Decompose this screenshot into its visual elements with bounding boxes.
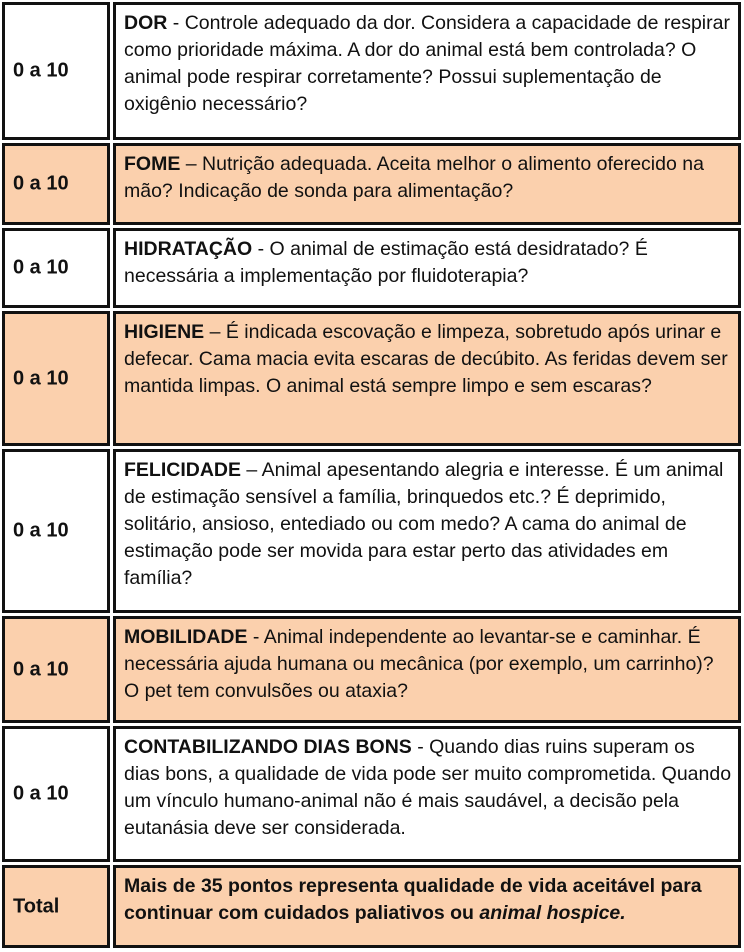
score-cell [2,2,110,140]
description-cell [113,143,741,225]
criterion-title: HIGIENE [124,321,205,343]
total-label: Total [13,895,60,917]
score-cell [2,449,110,613]
criterion-description: O animal de estimação está desidratado? É necessária a implementação por fluidoterapia? [124,238,648,287]
description-cell [113,726,741,862]
description-cell [113,311,741,446]
total-description-italic: animal hospice. [479,902,626,924]
table-row-dias-bons [2,726,741,862]
title-separator: - [411,736,430,758]
criterion-title: FELICIDADE [124,459,241,481]
score-cell [2,311,110,446]
table-row-higiene [2,311,741,446]
score-cell [2,143,110,225]
criterion-title: CONTABILIZANDO DIAS BONS [124,736,412,758]
score-value: 0 a 10 [13,658,69,680]
score-value: 0 a 10 [13,782,69,805]
criterion-description: Controle adequado da dor. Considera a capacidade de respirar como prioridade máxima. A dor do animal está bem controlada? O animal pode respirar corretamente? Possui suplementação de oxigênio necessário? [124,12,730,115]
description-cell [113,616,741,723]
score-value: 0 a 10 [13,367,69,389]
table-row-fome [2,143,741,225]
table-row-felicidade [2,449,741,613]
title-separator: - [167,12,185,34]
criterion-description: Animal independente ao levantar-se e caminhar. É necessária ajuda humana ou mecânica (por exemplo, um carrinho)? O pet tem convulsões ou ataxia? [124,626,714,702]
table-row-dor [2,2,741,140]
title-separator: - [247,626,264,648]
table-row-total [2,865,741,948]
score-value: 0 a 10 [13,256,69,279]
criterion-title: FOME [124,153,181,175]
criterion-title: DOR [124,12,168,34]
title-separator: – [241,459,262,481]
total-label-cell [2,865,110,948]
score-value: 0 a 10 [13,172,69,195]
criterion-description: Animal apesentando alegria e interesse. É um animal de estimação sensível a família, brinquedos etc.? É deprimido, solitário, ansioso, entediado ou com medo? A cama do animal de estimação pode ser movida para estar perto das atividades em família? [124,459,724,589]
total-description-cell [113,865,741,948]
title-separator: – [180,153,203,175]
criterion-title: MOBILIDADE [124,626,248,648]
table-row-mobilidade [2,616,741,723]
score-cell [2,726,110,862]
score-cell [2,228,110,308]
table-row-hidratacao [2,228,741,308]
criterion-title: HIDRATAÇÃO [124,238,253,260]
title-separator: – [204,321,226,343]
score-value: 0 a 10 [13,519,69,542]
criterion-description: Nutrição adequada. Aceita melhor o alimento oferecido na mão? Indicação de sonda para alimentação? [124,153,704,202]
description-cell [113,449,741,613]
score-cell [2,616,110,723]
description-cell [113,2,741,140]
title-separator: - [252,238,270,260]
description-cell [113,228,741,308]
criterion-description: É indicada escovação e limpeza, sobretudo após urinar e defecar. Cama macia evita escaras de decúbito. As feridas devem ser mantida limpas. O animal está sempre limpo e sem escaras? [124,321,728,397]
total-description: Mais de 35 pontos representa qualidade de vida aceitável para continuar com cuidados paliativos ou [124,875,702,924]
score-value: 0 a 10 [13,59,69,82]
criterion-description: Quando dias ruins superam os dias bons, a qualidade de vida pode ser muito comprometida. Quando um vínculo humano-animal não é mais saudável, a decisão pela eutanásia deve ser considerada. [124,736,732,839]
